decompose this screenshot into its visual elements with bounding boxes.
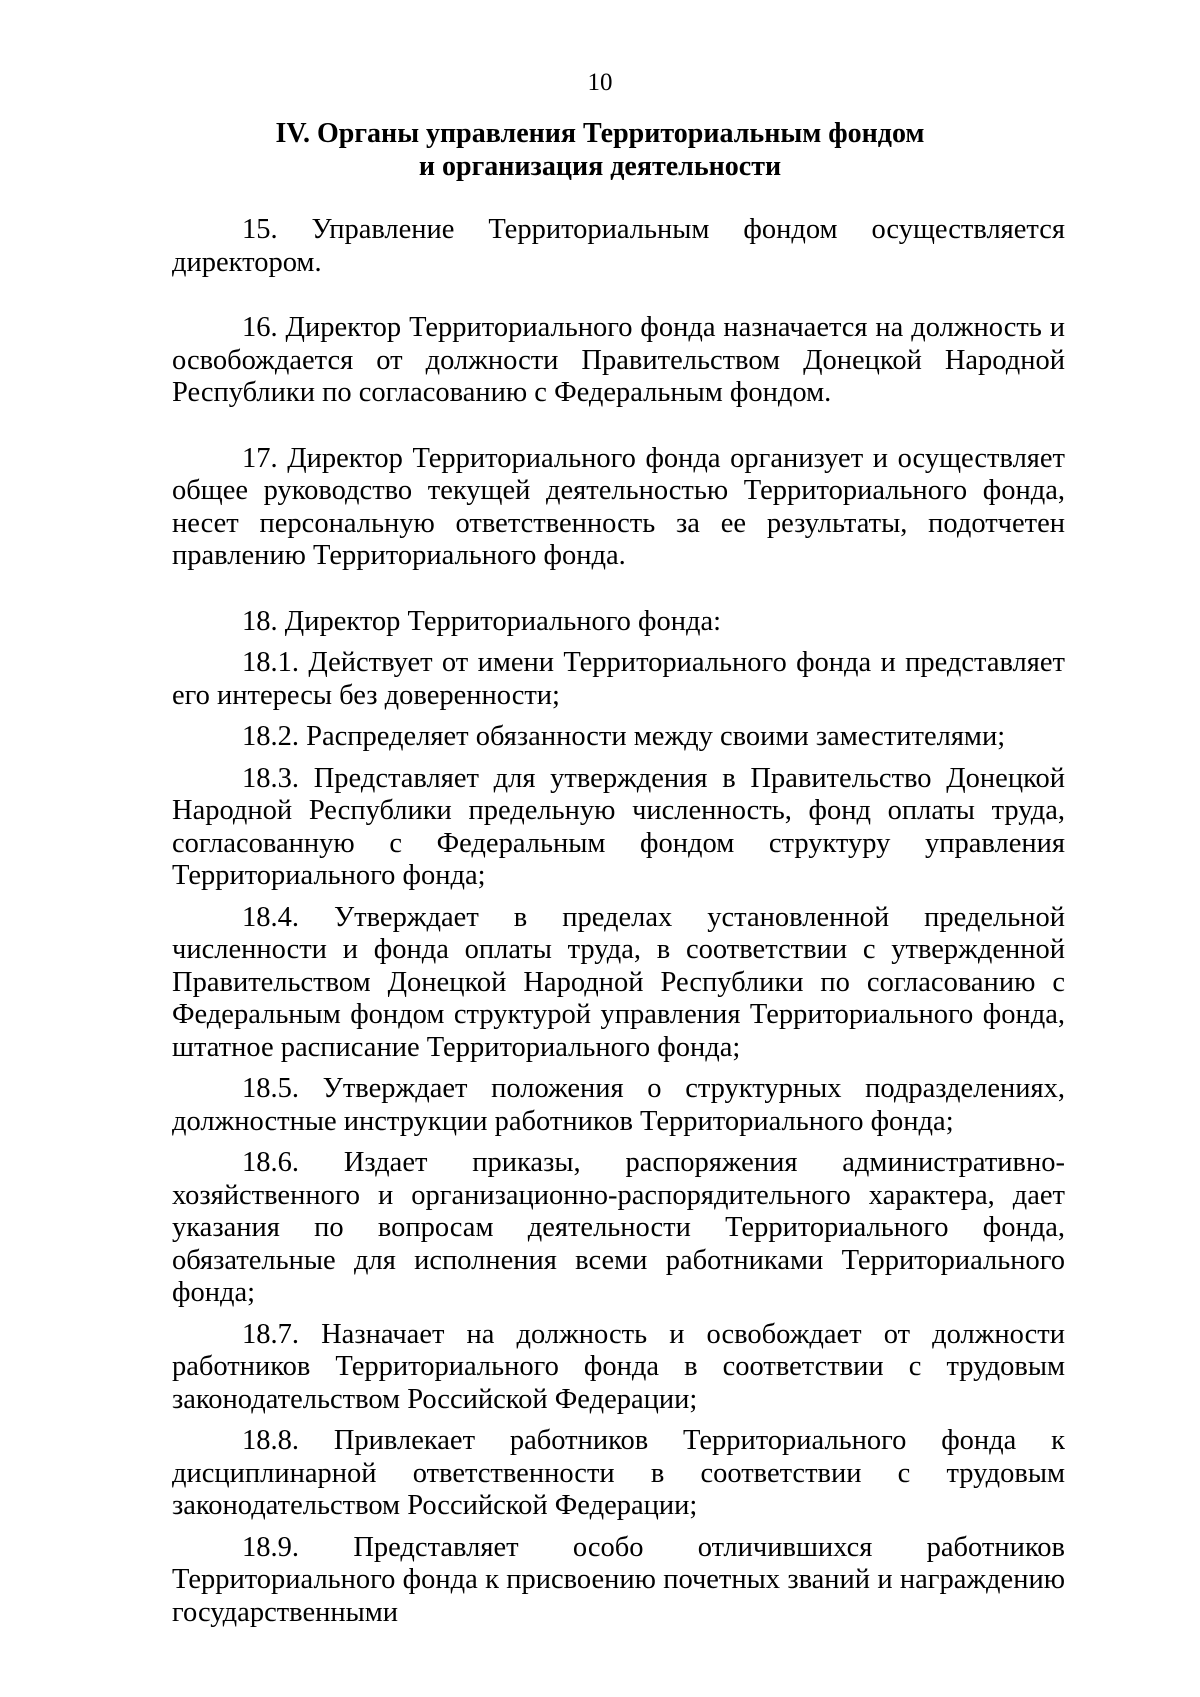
- paragraph-18-2: 18.2. Распределяет обязанности между своими заместителями;: [242, 721, 1006, 752]
- section-heading-line-1: IV. Органы управления Территориальным фондом: [275, 118, 925, 149]
- paragraph-18-1: 18.1. Действует от имени Территориального фонда и представляет его интересы без доверенности;: [172, 647, 1065, 711]
- document-body: [172, 214, 1065, 1629]
- paragraph-17: 17. Директор Территориального фонда организует и осуществляет общее руководство текущей деятельностью Территориального фонда, несет персональную ответственность за ее результаты, подотчетен правлению Территориального фонда.: [172, 442, 1065, 571]
- page-number: 10: [587, 69, 613, 96]
- paragraph-18-7: 18.7. Назначает на должность и освобождает от должности работников Территориального фонда в соответствии с трудовым законодательством Российской Федерации;: [172, 1318, 1065, 1415]
- section-heading-line-2: и организация деятельности: [418, 151, 782, 182]
- paragraph-18-4: 18.4. Утверждает в пределах установленной предельной численности и фонда оплаты труда, в соответствии с утвержденной Правительством Донецкой Народной Республики по согласованию с Федеральным фондом структурой управления Территориального фонда, штатное расписание Территориального фонда;: [172, 901, 1065, 1063]
- paragraph-18-8: 18.8. Привлекает работников Территориального фонда к дисциплинарной ответственности в соответствии с трудовым законодательством Российской Федерации;: [172, 1425, 1065, 1521]
- paragraph-18-9: 18.9. Представляет особо отличившихся работников Территориального фонда к присвоению почетных званий и награждению государственными: [172, 1531, 1065, 1628]
- paragraph-16: 16. Директор Территориального фонда назначается на должность и освобождается от должности Правительством Донецкой Народной Республики по согласованию с Федеральным фондом.: [172, 312, 1065, 408]
- paragraph-18-6: 18.6. Издает приказы, распоряжения административно-хозяйственного и организационно-распорядительного характера, дает указания по вопросам деятельности Территориального фонда, обязательные для исполнения всеми работниками Территориального фонда;: [172, 1147, 1065, 1308]
- paragraph-18-3: 18.3. Представляет для утверждения в Правительство Донецкой Народной Республики предельную численность, фонд оплаты труда, согласованную с Федеральным фондом структуру управления Территориального фонда;: [172, 762, 1065, 891]
- paragraph-15: 15. Управление Территориальным фондом осуществляется директором.: [172, 214, 1065, 278]
- paragraph-18: 18. Директор Территориального фонда:: [242, 605, 722, 637]
- paragraph-18-5: 18.5. Утверждает положения о структурных подразделениях, должностные инструкции работников Территориального фонда;: [172, 1073, 1065, 1137]
- section-heading: [0, 117, 1200, 183]
